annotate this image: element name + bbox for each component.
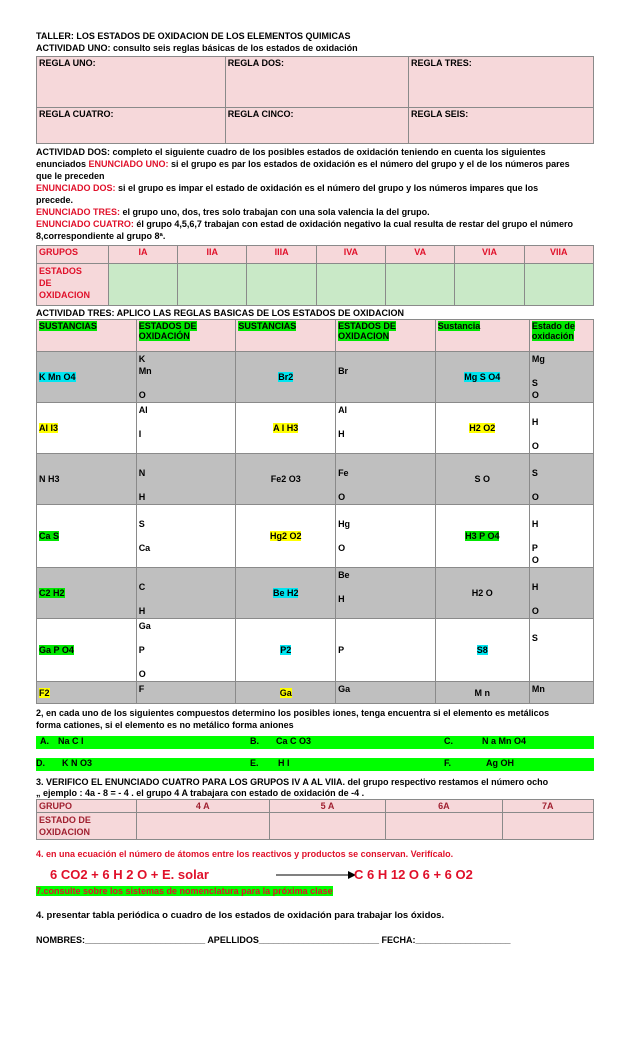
element-symbol [532,455,591,467]
substance-formula: Br2 [278,372,294,382]
element-symbol: H [531,582,539,592]
header-estados-2: ESTADOS DE OXIDACION [338,321,396,341]
worksheet [36,30,594,945]
substance-formula: F2 [39,687,50,698]
rule-three: REGLA TRES: [409,57,594,108]
element-symbol [139,569,234,581]
element-symbol [338,581,433,593]
rule-six: REGLA SEIS: [409,108,594,144]
oxidation-elements-cell[interactable] [136,352,236,403]
substance-formula: Al I3 [39,423,59,433]
element-symbol: I [138,429,142,439]
substance-cell [236,505,336,568]
oxidation-cell[interactable] [178,264,247,306]
oxidation-elements-cell[interactable] [136,454,236,505]
substance-row [37,454,594,505]
group-iva: IVA [316,246,385,264]
element-symbol [532,506,591,518]
fecha-field[interactable]: FECHA:___________________ [381,935,511,945]
element-symbol: O [531,555,539,565]
element-symbol: O [531,390,539,400]
substance-formula: A l H3 [273,423,299,433]
substance-cell [37,454,137,505]
substance-row [37,403,594,454]
substance-formula: K Mn O4 [39,372,76,382]
enunciados-word: enunciados [36,159,87,169]
substance-cell [37,568,137,619]
element-symbol: N [138,468,146,478]
element-symbol [338,605,433,617]
question-four: 4. en una ecuación el número de átomos entre los reactivos y productos se conservan. Verifícalo. [36,849,454,859]
substance-cell [435,505,529,568]
element-symbol [338,377,433,389]
header-sustancias: SUSTANCIAS [39,321,97,331]
estado-label: ESTADO DE OXIDACION [37,813,137,840]
oxidation-elements-cell[interactable] [336,352,436,403]
element-symbol [532,593,591,605]
substance-cell [236,568,336,619]
group-6a: 6A [386,800,502,813]
header-sustancia-3: Sustancia [437,321,481,331]
question-three: 3. VERIFICO EL ENUNCIADO CUATRO PARA LOS GRUPOS IV A AL VIIA. del grupo respectivo restamos el número ocho „ ejemplo : 4a - 8 = - 4 . el grupo 4 A trabajara con estado de oxidación de -4 . [36,777,549,798]
substance-formula: C2 H2 [39,588,65,598]
substance-formula: H3 P O4 [465,531,500,541]
substance-formula: Ga P O4 [39,645,74,655]
substance-row [37,619,594,682]
substance-row [37,682,594,704]
element-symbol: O [531,606,539,616]
element-symbol: F [138,684,145,694]
rule-one: REGLA UNO: [37,57,226,108]
equation: 6 CO2 + 6 H 2 O + E. solar C 6 H 12 O 6 + 6 O2 [50,867,473,882]
oxidation-cell[interactable] [386,264,455,306]
oxidation-elements-cell[interactable] [336,403,436,454]
activity-one-label: ACTIVIDAD UNO: consulto seis reglas básicas de los estados de oxidación [36,43,358,53]
oxidation-cell[interactable] [247,264,316,306]
substance-formula: Fe2 O3 [270,474,301,484]
element-symbol [338,506,433,518]
group-ia: IA [108,246,177,264]
substance-formula: Ga [279,687,292,698]
element-symbol: Ca [138,543,151,553]
oxidation-elements-cell[interactable] [529,454,593,505]
rule-four: REGLA CUATRO: [37,108,226,144]
element-symbol [532,404,591,416]
oxidation-cell[interactable] [524,264,593,306]
substance-cell [37,403,137,454]
substance-cell [37,352,137,403]
element-symbol: Be [338,570,350,580]
oxidation-cell[interactable] [108,264,177,306]
oxidation-cell[interactable] [316,264,385,306]
substance-formula: H2 O2 [469,423,496,433]
substance-cell [37,619,137,682]
substance-formula: S O [474,474,491,484]
element-symbol: Fe [338,468,349,478]
element-symbol: S [531,633,538,643]
substance-cell [236,352,336,403]
element-symbol [532,365,591,377]
group-va: VA [386,246,455,264]
element-symbol: C [138,582,146,592]
reaction-arrow-icon [276,870,356,880]
element-symbol: Mn [138,366,152,376]
activity-two [36,146,594,242]
element-symbol [139,593,234,605]
apellidos-field[interactable]: APELLIDOS________________________ [207,935,379,945]
header-sustancias-2: SUSTANCIAS [238,321,297,331]
substance-row [37,568,594,619]
enunciado-three-text: el grupo uno, dos, tres solo trabajan con una sola valencia la del grupo. [122,207,430,217]
substance-cell [236,403,336,454]
oxidation-elements-cell[interactable] [529,682,593,704]
substance-cell [435,619,529,682]
substance-formula: Ca S [39,531,60,541]
oxidation-elements-cell[interactable] [529,568,593,619]
element-symbol [139,656,234,668]
oxidation-elements-cell[interactable] [336,505,436,568]
element-symbol [338,416,433,428]
neg-state-cell[interactable] [269,813,385,840]
element-symbol [532,479,591,491]
element-symbol [139,377,234,389]
element-symbol: O [338,543,346,553]
element-symbol [139,632,234,644]
substance-cell [236,454,336,505]
element-symbol: O [138,390,146,400]
enunciado-one-text: si el grupo es par los estados de oxidación es el número del grupo y el de los números pares [171,159,570,169]
group-iiia: IIIA [247,246,316,264]
element-symbol: H [138,492,146,502]
ions-row-1: A. Na C l B. Ca C O3 C. N a Mn O4 [36,736,594,749]
element-symbol [532,530,591,542]
question-four-b: 4. presentar tabla periódica o cuadro de los estados de oxidación para trabajar los óxidos. [36,910,445,921]
element-symbol: H [338,429,345,439]
substance-cell [435,568,529,619]
neg-state-cell[interactable] [136,813,269,840]
oxidation-elements-cell[interactable] [336,454,436,505]
substance-formula: Be H2 [272,588,299,598]
neg-state-cell[interactable] [386,813,502,840]
group-7a: 7A [502,800,593,813]
element-symbol [139,479,234,491]
header-estado-3: Estado de oxidación [531,321,575,341]
element-symbol [532,656,591,668]
enunciado-four-text: él grupo 4,5,6,7 trabajan con estad de oxidación negativo la cual resulta de restar del grupo el número [136,219,573,229]
oxidation-elements-cell[interactable] [529,403,593,454]
substance-formula: N H3 [39,474,60,484]
element-symbol [139,455,234,467]
substance-formula: Hg2 O2 [269,531,302,541]
oxidation-elements-cell[interactable] [136,403,236,454]
element-symbol: H [338,594,345,604]
element-symbol: Al [138,405,148,415]
element-symbol [338,656,433,668]
header-estados: ESTADOS DE OXIDACIÓN [138,321,197,341]
substance-formula: Mg S O4 [464,372,501,382]
group-4a: 4 A [136,800,269,813]
element-symbol: P [531,543,538,553]
element-symbol: Ga [138,621,151,631]
element-symbol: H [531,417,539,427]
oxidation-elements-cell[interactable] [529,619,593,682]
oxidation-elements-cell[interactable] [529,505,593,568]
substance-formula: P2 [280,645,292,655]
oxidation-elements-cell[interactable] [136,568,236,619]
element-symbol [532,644,591,656]
element-symbol [338,479,433,491]
grupo-header: GRUPO [37,800,137,813]
element-symbol [532,620,591,632]
element-symbol: Mg [531,354,545,364]
groups-table [36,245,594,306]
enunciado-one-cont: que le preceden [36,171,105,181]
element-symbol: O [531,492,539,502]
element-symbol: K [138,354,146,364]
substance-row [37,505,594,568]
element-symbol [338,455,433,467]
oxidation-elements-cell[interactable] [336,568,436,619]
oxidation-elements-cell[interactable] [136,505,236,568]
signature-line [36,935,594,945]
element-symbol [532,569,591,581]
substances-table [36,319,594,704]
element-symbol [139,416,234,428]
substance-cell [435,454,529,505]
substance-cell [37,505,137,568]
element-symbol [139,530,234,542]
groups-neg-table [36,799,594,840]
rules-table [36,56,594,144]
ions-row-2: D. K N O3 E. H I F. Ag OH [36,758,594,771]
element-symbol: Ga [338,684,351,694]
activity-two-intro: ACTIVIDAD DOS: completo el siguiente cuadro de los posibles estados de oxidación teniendo en cuenta los siguientes [36,147,546,157]
question-seven: 7.consulte sobre los sistemas de nomenclatura para la próxima clase [36,886,333,896]
substance-cell [435,682,529,704]
element-symbol: S [531,468,538,478]
element-symbol [532,428,591,440]
element-symbol [338,389,433,401]
oxidation-elements-cell[interactable] [136,619,236,682]
element-symbol: Br [338,366,349,376]
oxidation-elements-cell[interactable] [336,682,436,704]
enunciado-two-label: ENUNCIADO DOS: [36,183,116,193]
element-symbol: H [138,606,146,616]
element-symbol [338,530,433,542]
element-symbol: P [338,645,345,655]
element-symbol: O [338,492,346,502]
element-symbol [338,632,433,644]
oxidation-states-label: ESTADOS DE OXIDACION [37,264,109,306]
element-symbol: P [138,645,145,655]
element-symbol: S [531,378,538,388]
substance-cell [236,682,336,704]
nombres-field[interactable]: NOMBRES:________________________ [36,935,206,945]
group-5a: 5 A [269,800,385,813]
substance-cell [236,619,336,682]
question-two: 2, en cada uno de los siguientes compuestos determino los posibles iones, tenga encuentra si el elemento es metálicos forma cationes, si el elemento es no metálico forma aniones [36,708,550,730]
enunciado-one-label: ENUNCIADO UNO: [88,159,169,169]
neg-state-cell[interactable] [502,813,593,840]
element-symbol [139,440,234,452]
element-symbol: Al [338,405,348,415]
enunciado-four-cont: 8,correspondiente al grupo 8ª. [36,231,166,241]
activity-three-title: ACTIVIDAD TRES: APLICO LAS REGLAS BASICAS DE LOS ESTADOS DE OXIDACION [36,308,405,318]
substance-formula: M n [474,687,491,698]
substance-cell [435,403,529,454]
groups-header: GRUPOS [37,246,109,264]
element-symbol: O [138,669,146,679]
enunciado-three-label: ENUNCIADO TRES: [36,207,121,217]
worksheet-title: TALLER: LOS ESTADOS DE OXIDACION DE LOS ELEMENTOS QUIMICAS [36,31,351,41]
substance-cell [435,352,529,403]
rule-two: REGLA DOS: [225,57,408,108]
oxidation-elements-cell[interactable] [529,352,593,403]
group-iia: IIA [178,246,247,264]
group-viia: VIIA [524,246,593,264]
element-symbol: Mn [531,684,545,694]
group-via: VIA [455,246,524,264]
oxidation-elements-cell[interactable] [336,619,436,682]
element-symbol [338,620,433,632]
enunciado-two-text: si el grupo es impar el estado de oxidación es el número del grupo y los números impares que los [118,183,539,193]
oxidation-elements-cell[interactable] [136,682,236,704]
element-symbol [338,353,433,365]
oxidation-cell[interactable] [455,264,524,306]
element-symbol: H [531,519,539,529]
substance-cell [37,682,137,704]
element-symbol: Hg [338,519,351,529]
rule-five: REGLA CINCO: [225,108,408,144]
element-symbol: O [531,441,539,451]
substance-formula: H2 O [471,588,493,598]
element-symbol [338,440,433,452]
element-symbol [139,506,234,518]
substance-row [37,352,594,403]
substances-header-row [37,320,594,352]
substance-formula: S8 [476,645,488,655]
enunciado-four-label: ENUNCIADO CUATRO: [36,219,134,229]
element-symbol: S [138,519,145,529]
enunciado-two-cont: precede. [36,195,74,205]
